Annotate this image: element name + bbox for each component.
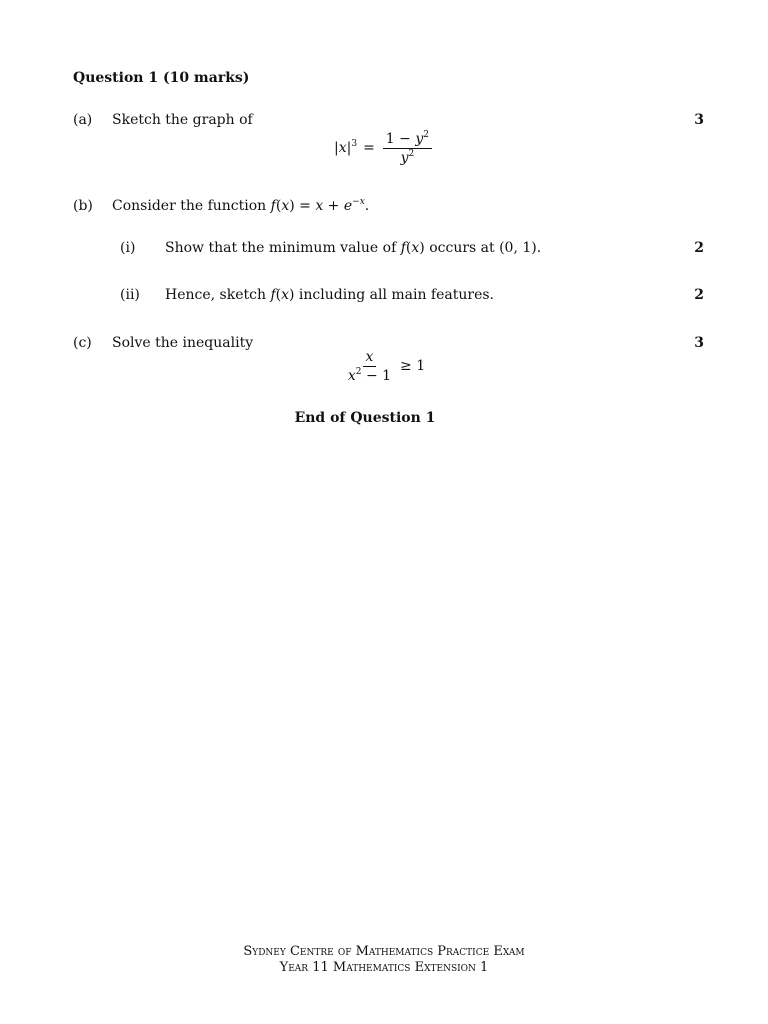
part-c-relation: ≥ 1 bbox=[400, 358, 426, 374]
part-c-inequality bbox=[0, 347, 768, 385]
part-a-label: (a) bbox=[73, 112, 93, 128]
part-b-ii-label: (ii) bbox=[120, 287, 140, 303]
part-b-i-label: (i) bbox=[120, 240, 136, 256]
part-c-marks: 3 bbox=[694, 335, 704, 351]
part-a-text: Sketch the graph of bbox=[112, 112, 253, 128]
part-c-text: Solve the inequality bbox=[112, 335, 254, 351]
part-b-ii-text: Hence, sketch f(x) including all main features. bbox=[165, 287, 495, 303]
part-a-fraction: $\frac{1 - y^2}{y^2}$ bbox=[383, 132, 432, 165]
part-a-equals: = bbox=[363, 140, 375, 156]
part-b-label: (b) bbox=[73, 198, 93, 214]
end-of-question: End of Question 1 bbox=[294, 410, 436, 426]
part-a-equation bbox=[0, 128, 768, 168]
footer-line-2: Year 11 Mathematics Extension 1 bbox=[279, 960, 489, 975]
part-c-label: (c) bbox=[73, 335, 92, 351]
part-a-lhs: $|x|^3$ bbox=[333, 139, 358, 156]
part-b-i-text: Show that the minimum value of f(x) occurs at (0, 1). bbox=[165, 240, 542, 256]
part-b-ii-marks: 2 bbox=[694, 287, 704, 303]
part-a-marks: 3 bbox=[694, 112, 704, 128]
part-b-i-marks: 2 bbox=[694, 240, 704, 256]
footer-line-1: Sydney Centre of Mathematics Practice Exam bbox=[243, 944, 525, 959]
part-c-fraction: $\frac{x}{x^2 - 1}$ bbox=[347, 348, 392, 384]
question-title: Question 1 (10 marks) bbox=[73, 70, 250, 86]
part-b-text: Consider the function $f(x) = x + e^{-x}$. bbox=[112, 197, 370, 214]
